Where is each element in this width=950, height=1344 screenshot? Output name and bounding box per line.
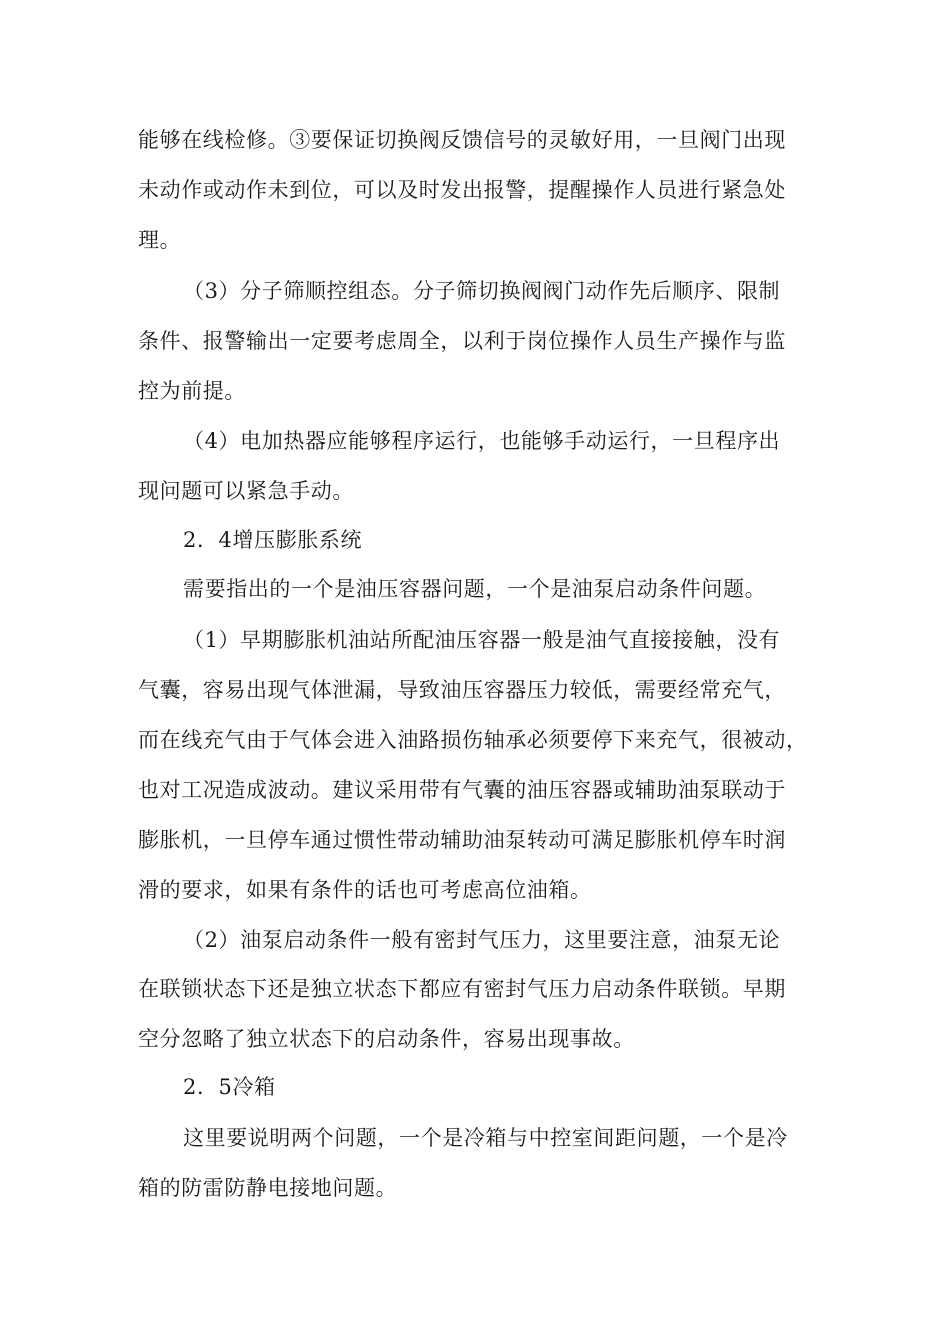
paragraph-line: 需要指出的一个是油压容器问题，一个是油泵启动条件问题。 [183, 577, 767, 601]
paragraph-line: 条件、报警输出一定要考虑周全，以利于岗位操作人员生产操作与监 [138, 329, 786, 353]
paragraph-line: 也对工况造成波动。建议采用带有气囊的油压容器或辅助油泵联动于 [138, 778, 786, 802]
paragraph-line: 现问题可以紧急手动。 [138, 479, 354, 503]
paragraph-line: 膨胀机，一旦停车通过惯性带动辅助油泵转动可满足膨胀机停车时润 [138, 828, 786, 852]
paragraph-line: 在联锁状态下还是独立状态下都应有密封气压力启动条件联锁。早期 [138, 977, 786, 1001]
paragraph-line: 空分忽略了独立状态下的启动条件，容易出现事故。 [138, 1027, 635, 1051]
paragraph-line: （3）分子筛顺控组态。分子筛切换阀阀门动作先后顺序、限制 [183, 279, 781, 303]
paragraph-line: 这里要说明两个问题，一个是冷箱与中控室间距问题，一个是冷 [183, 1126, 788, 1150]
paragraph-line: 控为前提。 [138, 379, 246, 403]
paragraph-line: 能够在线检修。③要保证切换阀反馈信号的灵敏好用，一旦阀门出现 [138, 128, 786, 152]
section-heading: 2．4增压膨胀系统 [183, 528, 363, 552]
paragraph-line: 理。 [138, 228, 182, 252]
paragraph-line: （2）油泵启动条件一般有密封气压力，这里要注意，油泵无论 [183, 928, 781, 952]
paragraph-line: 气囊，容易出现气体泄漏，导致油压容器压力较低，需要经常充气， [138, 678, 786, 702]
paragraph-line: 箱的防雷防静电接地问题。 [138, 1176, 398, 1200]
paragraph-line: 未动作或动作未到位，可以及时发出报警，提醒操作人员进行紧急处 [138, 178, 786, 202]
paragraph-line: 滑的要求，如果有条件的话也可考虑高位油箱。 [138, 878, 592, 902]
paragraph-line: （4）电加热器应能够程序运行，也能够手动运行，一旦程序出 [183, 429, 781, 453]
paragraph-line: （1）早期膨胀机油站所配油压容器一般是油气直接接触，没有 [183, 628, 781, 652]
section-heading: 2．5冷箱 [183, 1075, 276, 1099]
paragraph-line: 而在线充气由于气体会进入油路损伤轴承必须要停下来充气，很被动， [138, 728, 808, 752]
